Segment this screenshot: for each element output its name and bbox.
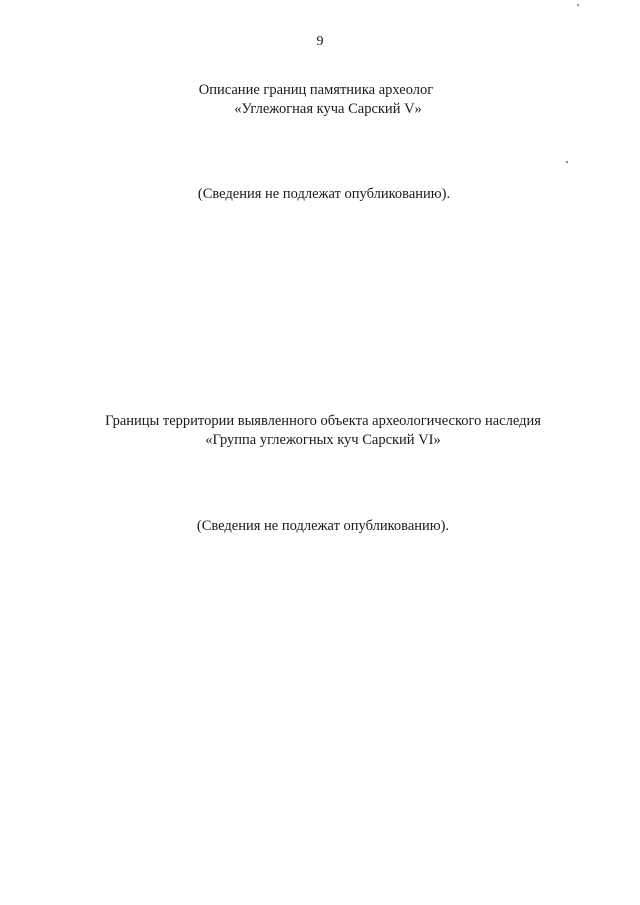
section2-redaction-note: (Сведения не подлежат опубликованию). bbox=[196, 518, 450, 534]
section2-title-line2: «Группа углежогных куч Сарский VI» bbox=[205, 432, 441, 448]
page-number: 9 bbox=[316, 34, 324, 49]
section1-redaction-note: (Сведения не подлежат опубликованию). bbox=[197, 186, 451, 202]
section1-title-line1: Описание границ памятника археолог bbox=[198, 82, 434, 98]
section2-title-line1: Границы территории выявленного объекта археологического наследия bbox=[105, 413, 541, 429]
scan-speck bbox=[577, 4, 579, 6]
scan-speck bbox=[566, 161, 568, 163]
section1-title-line2: «Углежогная куча Сарский V» bbox=[234, 101, 422, 117]
